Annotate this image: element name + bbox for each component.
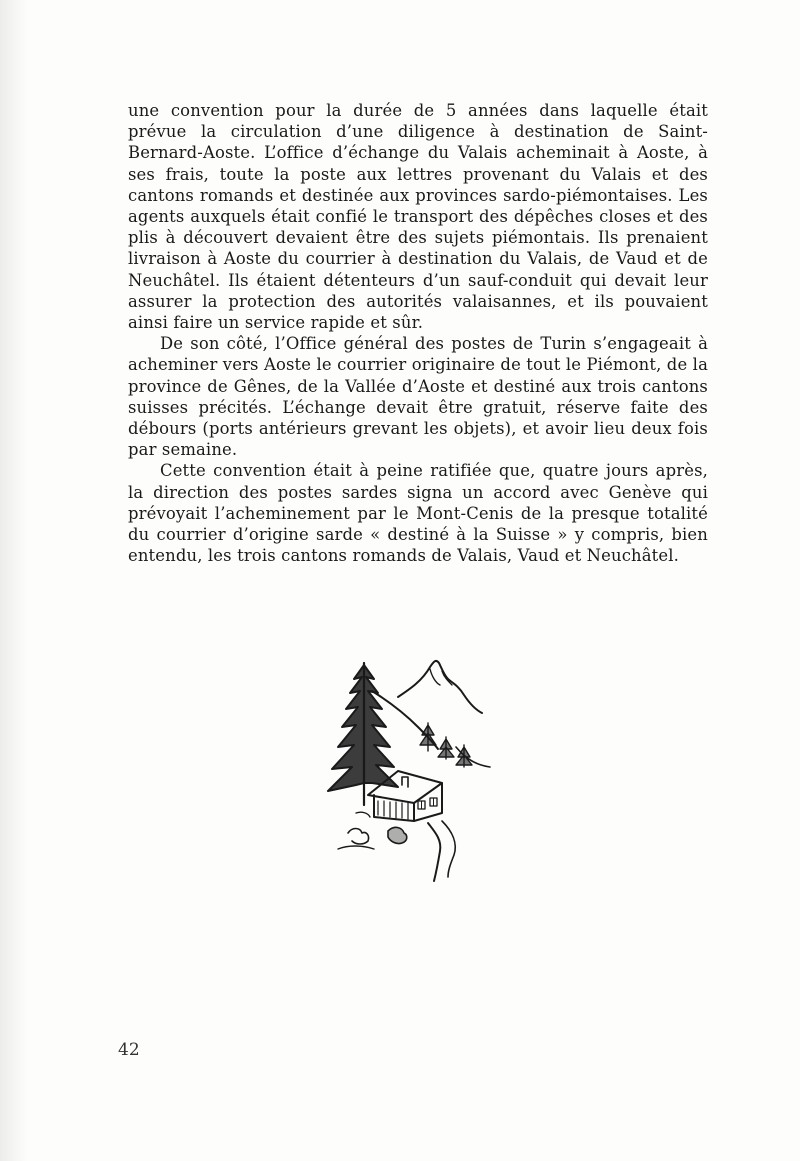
paragraph-2: De son côté, l’Office général des postes de Turin s’engageait à acheminer vers Aoste le courrier originaire de tout le Piémont, de la province de Gênes, de la Vallée d’Aoste et destiné aux trois cantons suisses précités. L’échange devait être gratuit, réserve faite des débours (ports antérieurs grevant les objets), et avoir lieu deux fois par semaine.: [128, 334, 708, 460]
alpine-chalet-illustration: [318, 655, 498, 885]
paragraph-1: une convention pour la durée de 5 années dans laquelle était prévue la circulation d’une diligence à destination de Saint-Bernard-Aoste. L’office d’échange du Valais acheminait à Aoste, à ses frais, toute la poste aux lettres provenant du Valais et des cantons romands et destinée aux provinces sardo-piémontaises. Les agents auxquels était confié le transport des dépêches closes et des plis à découvert devaient être des sujets piémontais. Ils prenaient livraison à Aoste du courrier à destination du Valais, de Vaud et de Neuchâtel. Ils étaient détenteurs d’un sauf-conduit qui devait leur assurer la protection des autorités valaisannes, et ils pouvaient ainsi faire un service rapide et sûr.: [128, 101, 708, 333]
paragraph-3: Cette convention était à peine ratifiée que, quatre jours après, la direction des postes sardes signa un accord avec Genève qui prévoyait l’acheminement par le Mont-Cenis de la presque totalité du courrier d’origine sarde « destiné à la Suisse » y compris, bien entendu, les trois cantons romands de Valais, Vaud et Neuchâtel.: [128, 461, 708, 566]
body-text: [128, 100, 708, 566]
binding-shadow: [0, 0, 28, 1161]
page-number: 42: [118, 1040, 140, 1060]
